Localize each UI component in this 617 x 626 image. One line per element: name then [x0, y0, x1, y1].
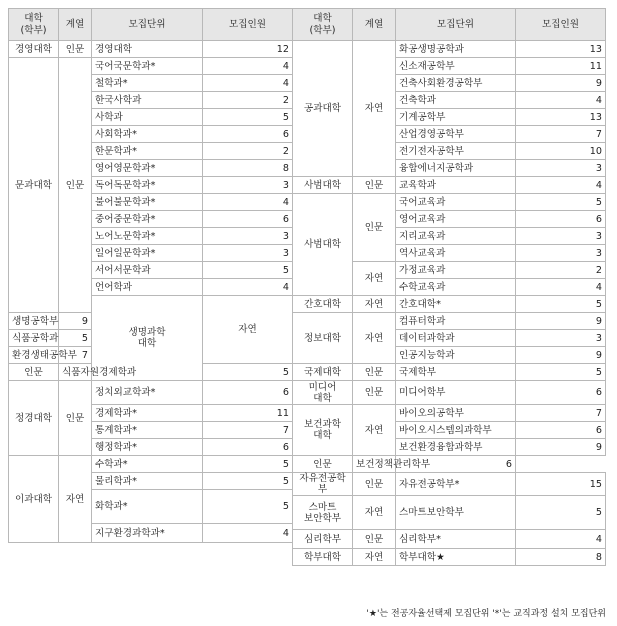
count-cell: 4	[516, 92, 606, 109]
count-cell: 7	[59, 347, 92, 364]
count-cell: 8	[203, 160, 293, 177]
count-cell: 5	[203, 473, 293, 490]
unit-cell: 철학과*	[92, 75, 203, 92]
unit-cell: 영어영문학과*	[92, 160, 203, 177]
field-cell: 자연	[203, 296, 293, 364]
count-cell: 6	[203, 381, 293, 405]
unit-cell: 화학과*	[92, 490, 203, 524]
college-cell: 스마트 보안학부	[293, 496, 353, 530]
count-cell: 6	[516, 422, 606, 439]
table-row	[293, 549, 606, 566]
college-cell: 공과대학	[293, 41, 353, 177]
table-row	[9, 381, 293, 405]
college-cell: 국제대학	[293, 364, 353, 381]
field-cell: 인문	[353, 530, 396, 549]
count-cell: 7	[203, 422, 293, 439]
count-cell: 2	[203, 143, 293, 160]
count-cell: 10	[516, 143, 606, 160]
field-cell: 인문	[293, 456, 353, 473]
table-row	[293, 364, 606, 381]
unit-cell: 경영대학	[92, 41, 203, 58]
unit-cell: 데이터과학과	[396, 330, 516, 347]
count-cell: 5	[59, 330, 92, 347]
count-cell: 4	[516, 279, 606, 296]
count-cell: 7	[516, 405, 606, 422]
field-cell: 인문	[353, 177, 396, 194]
table-row	[9, 58, 293, 75]
unit-cell: 독어독문학과*	[92, 177, 203, 194]
count-cell: 4	[516, 530, 606, 549]
field-cell: 자연	[353, 496, 396, 530]
count-cell: 5	[516, 296, 606, 313]
college-cell: 정경대학	[9, 381, 59, 456]
table-header-row	[293, 9, 606, 41]
table-row	[293, 194, 606, 211]
college-cell: 생명과학 대학	[92, 296, 203, 381]
count-cell: 5	[203, 456, 293, 473]
unit-cell: 언어학과	[92, 279, 203, 296]
count-cell: 5	[203, 364, 293, 381]
field-cell: 인문	[59, 58, 92, 313]
unit-cell: 학부대학★	[396, 549, 516, 566]
unit-cell: 물리학과*	[92, 473, 203, 490]
table-row	[293, 381, 606, 405]
unit-cell: 건축사회환경공학부	[396, 75, 516, 92]
field-cell: 인문	[59, 41, 92, 58]
college-cell: 이과대학	[9, 456, 59, 543]
field-cell: 인문	[59, 381, 92, 456]
unit-cell: 서어서문학과	[92, 262, 203, 279]
college-cell: 미디어 대학	[293, 381, 353, 405]
count-cell: 3	[516, 330, 606, 347]
header-count: 모집인원	[516, 9, 606, 41]
college-cell: 경영대학	[9, 41, 59, 58]
unit-cell: 사회학과*	[92, 126, 203, 143]
field-cell: 자연	[353, 549, 396, 566]
count-cell: 3	[203, 245, 293, 262]
unit-cell: 지구환경과학과*	[92, 524, 203, 543]
count-cell: 8	[516, 549, 606, 566]
field-cell: 자연	[353, 296, 396, 313]
unit-cell: 전기전자공학부	[396, 143, 516, 160]
unit-cell: 중어중문학과*	[92, 211, 203, 228]
count-cell: 4	[203, 524, 293, 543]
count-cell: 2	[516, 262, 606, 279]
count-cell: 13	[516, 109, 606, 126]
header-unit: 모집단위	[396, 9, 516, 41]
field-cell: 인문	[353, 364, 396, 381]
table-row	[293, 405, 606, 422]
unit-cell: 바이오의공학부	[396, 405, 516, 422]
unit-cell: 국어국문학과*	[92, 58, 203, 75]
unit-cell: 간호대학*	[396, 296, 516, 313]
unit-cell: 생명공학부	[9, 313, 59, 330]
field-cell: 인문	[353, 381, 396, 405]
unit-cell: 산업경영공학부	[396, 126, 516, 143]
table-row	[293, 296, 606, 313]
count-cell: 4	[203, 194, 293, 211]
count-cell: 15	[516, 473, 606, 496]
count-cell: 5	[516, 194, 606, 211]
unit-cell: 국제학부	[396, 364, 516, 381]
count-cell: 9	[516, 439, 606, 456]
header-college: 대학 (학부)	[9, 9, 59, 41]
count-cell: 6	[203, 126, 293, 143]
field-cell: 자연	[353, 405, 396, 456]
unit-cell: 바이오시스템의과학부	[396, 422, 516, 439]
unit-cell: 신소재공학부	[396, 58, 516, 75]
footnote: '★'는 전공자율선택제 모집단위 '*'는 교직과정 설치 모집단위	[366, 609, 606, 619]
unit-cell: 화공생명공학과	[396, 41, 516, 58]
table-row	[293, 41, 606, 58]
field-cell: 인문	[9, 364, 59, 381]
unit-cell: 정치외교학과*	[92, 381, 203, 405]
unit-cell: 노어노문학과*	[92, 228, 203, 245]
field-cell: 자연	[353, 41, 396, 177]
unit-cell: 국어교육과	[396, 194, 516, 211]
table-row	[293, 177, 606, 194]
table-row	[293, 473, 606, 496]
count-cell: 3	[203, 177, 293, 194]
college-cell: 심리학부	[293, 530, 353, 549]
count-cell: 6	[516, 381, 606, 405]
unit-cell: 영어교육과	[396, 211, 516, 228]
count-cell: 3	[516, 160, 606, 177]
count-cell: 3	[203, 228, 293, 245]
table-row	[293, 456, 606, 473]
unit-cell: 융합에너지공학과	[396, 160, 516, 177]
header-count: 모집인원	[203, 9, 293, 41]
unit-cell: 환경생태공학부	[9, 347, 59, 364]
admissions-table-left	[8, 8, 293, 543]
table-row	[9, 41, 293, 58]
field-cell: 자연	[353, 313, 396, 364]
count-cell: 6	[203, 211, 293, 228]
field-cell: 자연	[59, 456, 92, 543]
count-cell: 5	[516, 496, 606, 530]
college-cell: 자유전공학부	[293, 473, 353, 496]
count-cell: 9	[516, 347, 606, 364]
count-cell: 4	[203, 75, 293, 92]
unit-cell: 경제학과*	[92, 405, 203, 422]
unit-cell: 기계공학부	[396, 109, 516, 126]
count-cell: 5	[516, 364, 606, 381]
count-cell: 11	[203, 405, 293, 422]
header-field: 계열	[59, 9, 92, 41]
table-row	[293, 530, 606, 549]
count-cell: 9	[59, 313, 92, 330]
count-cell: 6	[516, 211, 606, 228]
unit-cell: 교육학과	[396, 177, 516, 194]
unit-cell: 가정교육과	[396, 262, 516, 279]
table-row	[293, 313, 606, 330]
count-cell: 4	[516, 177, 606, 194]
count-cell: 3	[516, 245, 606, 262]
unit-cell: 보건정책관리학부	[353, 456, 396, 473]
unit-cell: 사학과	[92, 109, 203, 126]
field-cell: 인문	[353, 473, 396, 496]
unit-cell: 자유전공학부*	[396, 473, 516, 496]
college-cell: 보건과학 대학	[293, 405, 353, 456]
unit-cell: 인공지능학과	[396, 347, 516, 364]
count-cell: 13	[516, 41, 606, 58]
header-unit: 모집단위	[92, 9, 203, 41]
count-cell: 6	[203, 439, 293, 456]
unit-cell: 수학교육과	[396, 279, 516, 296]
unit-cell: 식품공학과	[9, 330, 59, 347]
unit-cell: 수학과*	[92, 456, 203, 473]
count-cell: 4	[203, 58, 293, 75]
table-row	[293, 496, 606, 530]
unit-cell: 행정학과*	[92, 439, 203, 456]
unit-cell: 심리학부*	[396, 530, 516, 549]
unit-cell: 보건환경융합과학부	[396, 439, 516, 456]
count-cell: 5	[203, 262, 293, 279]
college-cell: 정보대학	[293, 313, 353, 364]
count-cell: 6	[396, 456, 516, 473]
admissions-table-right	[292, 8, 606, 566]
header-field: 계열	[353, 9, 396, 41]
count-cell: 2	[203, 92, 293, 109]
count-cell: 5	[203, 109, 293, 126]
count-cell: 3	[516, 228, 606, 245]
count-cell: 9	[516, 313, 606, 330]
college-cell: 학부대학	[293, 549, 353, 566]
unit-cell: 컴퓨터학과	[396, 313, 516, 330]
unit-cell: 스마트보안학부	[396, 496, 516, 530]
college-cell: 문과대학	[9, 58, 59, 313]
unit-cell: 식품자원경제학과	[59, 364, 92, 381]
field-cell: 자연	[353, 262, 396, 296]
college-cell: 간호대학	[293, 296, 353, 313]
unit-cell: 한국사학과	[92, 92, 203, 109]
unit-cell: 일어일문학과*	[92, 245, 203, 262]
unit-cell: 지리교육과	[396, 228, 516, 245]
count-cell: 4	[203, 279, 293, 296]
field-cell: 인문	[353, 194, 396, 262]
count-cell: 11	[516, 58, 606, 75]
unit-cell: 역사교육과	[396, 245, 516, 262]
table-row	[9, 456, 293, 473]
unit-cell: 통계학과*	[92, 422, 203, 439]
unit-cell: 건축학과	[396, 92, 516, 109]
college-cell: 사범대학	[293, 177, 353, 194]
count-cell: 5	[203, 490, 293, 524]
table-header-row	[9, 9, 293, 41]
count-cell: 7	[516, 126, 606, 143]
unit-cell: 한문학과*	[92, 143, 203, 160]
college-cell: 사범대학	[293, 194, 353, 296]
count-cell: 9	[516, 75, 606, 92]
header-college: 대학 (학부)	[293, 9, 353, 41]
unit-cell: 미디어학부	[396, 381, 516, 405]
count-cell: 12	[203, 41, 293, 58]
unit-cell: 불어불문학과*	[92, 194, 203, 211]
